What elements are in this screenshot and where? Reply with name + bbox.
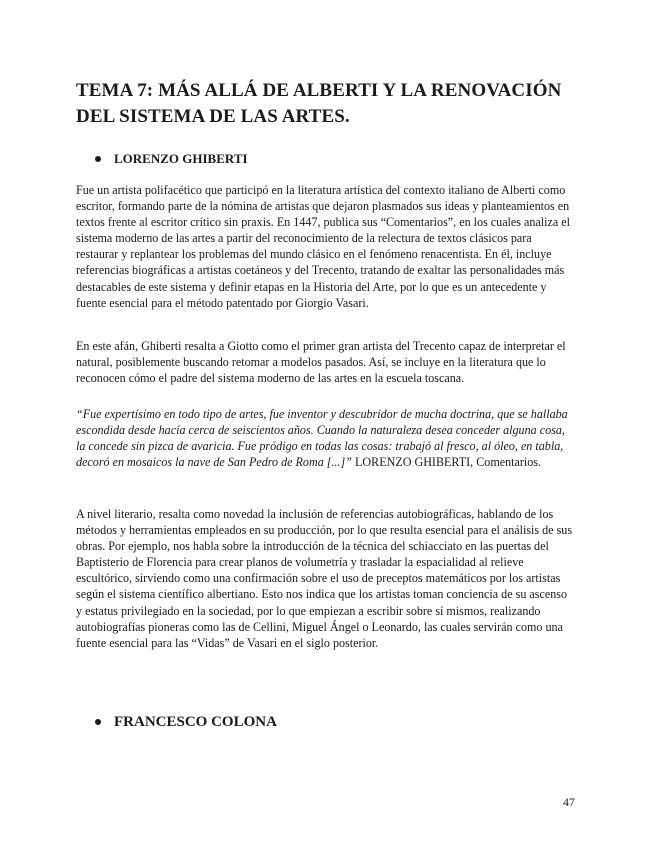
paragraph-intro: Fue un artista polifacético que participó en la literatura artística del contexto italiano de Alberti como escritor, formando parte de la nómina de artistas que dejaron plasmados sus ideas y planteamientos en textos frente al escritor crítico sin praxis. En 1447, publica sus “Comentarios”, en los cuales analiza el sistema moderno de las artes a partir del reconocimiento de la relectura de textos clásicos para restaurar y replantear los problemas del mundo clásico en el fenómeno renacentista. En él, incluye referencias biográficas a artistas coetáneos y del Trecento, tratando de exaltar las personalidades más destacables de este sistema y definir etapas en la Historia del Arte, por lo que es un antecedente y fuente esencial para el método patentado por Giorgio Vasari. [76,183,571,310]
paragraph-giotto: En este afán, Ghiberti resalta a Giotto como el primer gran artista del Trecento capaz de interpretar el natural, posiblemente buscando retomar a modelos pasados. Así, se incluye en la literatura que lo reconocen cómo el padre del sistema moderno de las artes en la escuela toscana. [76,339,566,386]
quote-block [76,406,576,470]
section-heading-francesco-colona [95,712,277,732]
section-heading-lorenzo-ghiberti [95,150,248,168]
page-title: TEMA 7: MÁS ALLÁ DE ALBERTI Y LA RENOVACIÓN DEL SISTEMA DE LAS ARTES. [76,80,562,127]
bullet-icon [95,156,101,162]
section-heading-label: LORENZO GHIBERTI [114,151,248,166]
bullet-icon [95,719,101,725]
page-number: 47 [563,795,575,809]
quote-attribution: LORENZO GHIBERTI, Comentarios. [351,455,542,470]
quote-text: “Fue expertísimo en todo tipo de artes, fue inventor y descubridor de mucha doctrina, que se hallaba escondida desde hacía cerca de seiscientos años. Cuando la naturaleza desea conceder alguna cosa, la concede sin pizca de avaricia. Fue pródigo en todas las cosas: trabajó al fresco, al óleo, en tabla, decoró en mosaicos la nave de San Pedro de Roma [...]” [76,407,568,470]
paragraph-autobiography: A nivel literario, resalta como novedad la inclusión de referencias autobiográficas, hablando de los métodos y herramientas empleados en su producción, por lo que resulta esencial para el análisis de sus obras. Por ejemplo, nos habla sobre la introducción de la técnica del schiacciato en las puertas del Baptisterio de Florencia para crear planos de volumetría y trasladar la espacialidad al relieve escultórico, sirviendo como una confirmación sobre el uso de preceptos matemáticos por los artistas según el sistema científico albertiano. Esto nos indica que los artistas toman conciencia de su ascenso y estatus privilegiado en la sociedad, por lo que empiezan a escribir sobre sí mismos, realizando autobiografías pioneras como las de Cellini, Miguel Ángel o Leonardo, las cuales servirán como una fuente esencial para las “Vidas” de Vasari en el siglo posterior. [76,507,573,650]
section-heading-label: FRANCESCO COLONA [114,714,277,730]
